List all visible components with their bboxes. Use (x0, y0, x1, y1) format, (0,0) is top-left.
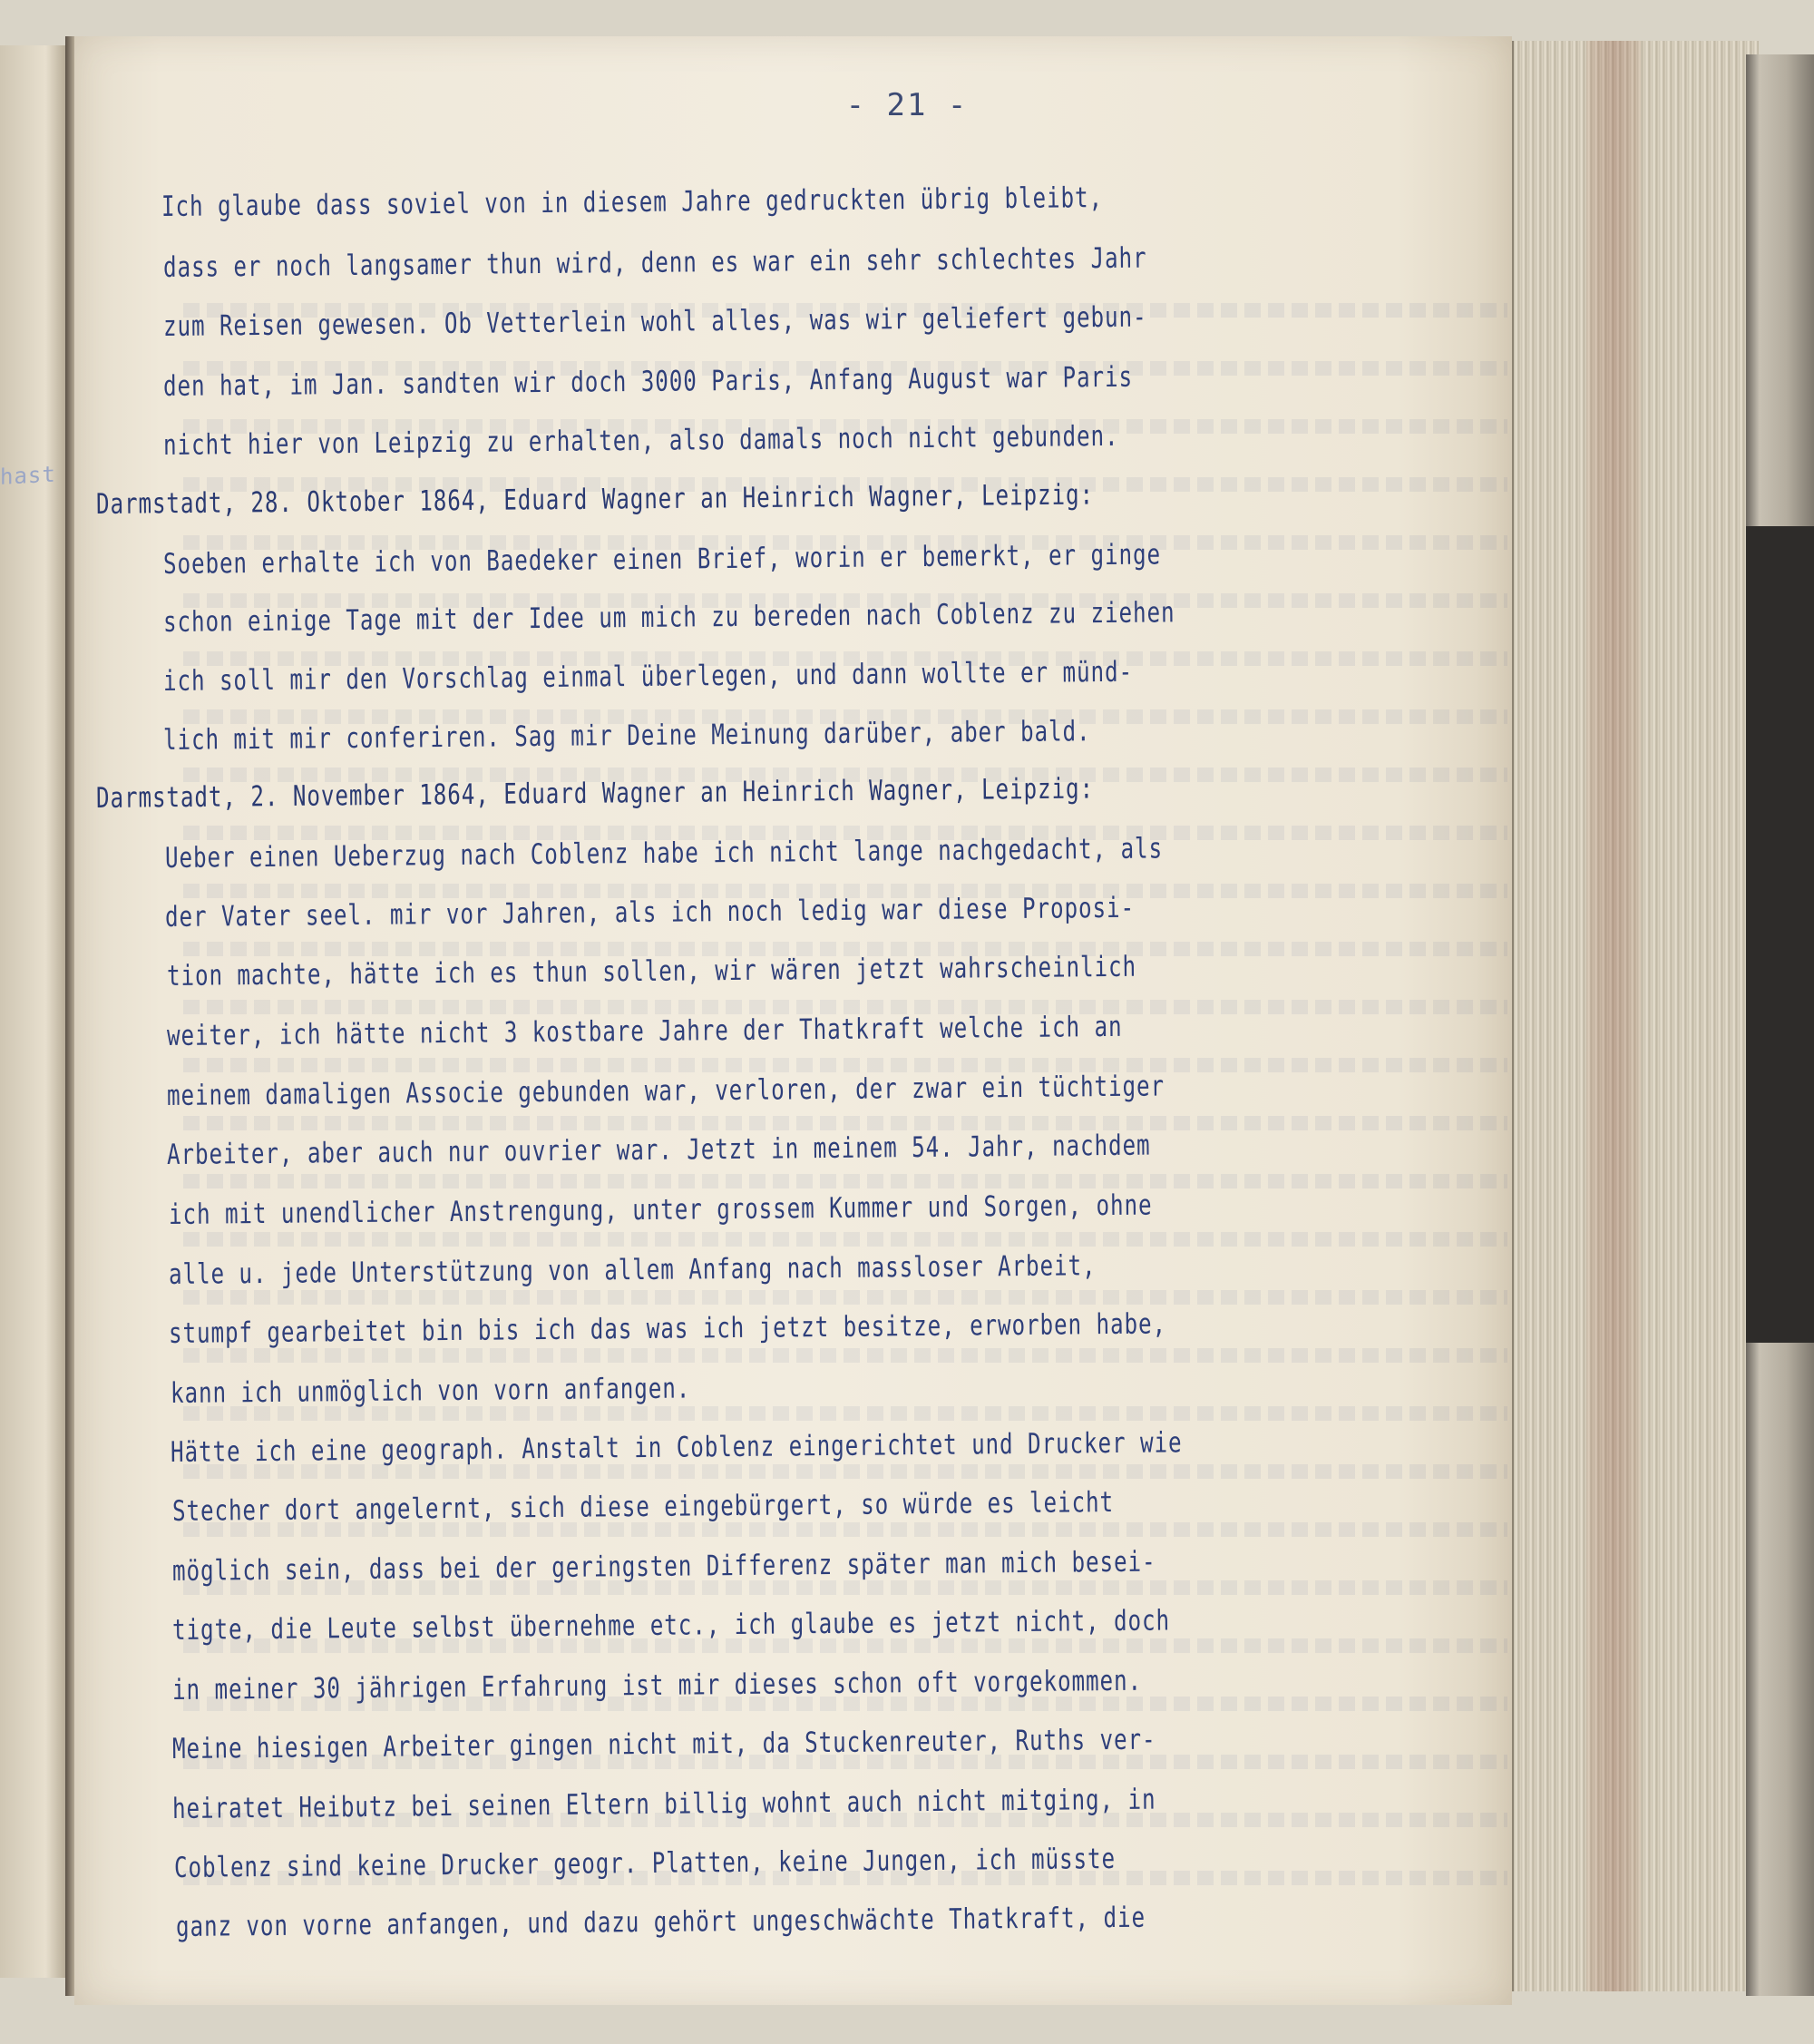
text-line: weiter, ich hätte nicht 3 kostbare Jahre der Thatkraft welche ich an (166, 1010, 1123, 1052)
text-line: Arbeiter, aber auch nur ouvrier war. Jetzt in meinem 54. Jahr, nachdem (166, 1129, 1151, 1171)
text-line: ganz von vorne anfangen, und dazu gehört ungeschwächte Thatkraft, die (175, 1901, 1146, 1943)
text-line: meinem damaligen Associe gebunden war, verloren, der zwar ein tüchtiger (166, 1070, 1165, 1112)
page-edge-stain (1586, 41, 1641, 1991)
text-line: schon einige Tage mit der Idee um mich zu bereden nach Coblenz zu ziehen (162, 596, 1175, 639)
book-gutter (65, 36, 74, 1996)
text-line: den hat, im Jan. sandten wir doch 3000 Paris, Anfang August war Paris (162, 360, 1134, 403)
text-line: lich mit mir conferiren. Sag mir Deine Meinung darüber, aber bald. (162, 715, 1091, 757)
text-line: dass er noch langsamer thun wird, denn es war ein sehr schlechtes Jahr (162, 241, 1147, 284)
text-line: möglich sein, dass bei der geringsten Differenz später man mich besei- (171, 1545, 1156, 1588)
cover-dark-band (1746, 526, 1814, 1343)
text-line: heiratet Heibutz bei seinen Eltern billig wohnt auch nicht mitging, in (171, 1783, 1156, 1825)
text-line: Ich glaube dass soviel von in diesem Jahre gedruckten übrig bleibt, (161, 181, 1104, 223)
text-line: ich soll mir den Vorschlag einmal überlegen, und dann wollte er münd- (162, 655, 1134, 698)
text-line: ich mit unendlicher Anstrengung, unter grossem Kummer und Sorgen, ohne (168, 1188, 1153, 1231)
text-line: nicht hier von Leipzig zu erhalten, also damals noch nicht gebunden. (162, 419, 1119, 462)
text-line: kann ich unmöglich von vorn anfangen. (170, 1372, 691, 1410)
book-cover (1746, 54, 1814, 1996)
text-line: stumpf gearbeitet bin bis ich das was ich jetzt besitze, erworben habe, (168, 1307, 1167, 1350)
text-line: Soeben erhalte ich von Baedeker einen Brief, worin er bemerkt, er ginge (162, 538, 1162, 581)
letter-heading: Darmstadt, 2. November 1864, Eduard Wagner an Heinrich Wagner, Leipzig: (95, 772, 1095, 815)
text-line: Stecher dort angelernt, sich diese eingebürgert, so würde es leicht (171, 1486, 1115, 1528)
left-page (0, 45, 68, 1978)
text-line: tigte, die Leute selbst übernehme etc., ich glaube es jetzt nicht, doch (171, 1604, 1171, 1647)
text-line: der Vater seel. mir vor Jahren, als ich noch ledig war diese Proposi- (164, 891, 1136, 934)
text-line: tion machte, hätte ich es thun sollen, wir wären jetzt wahrscheinlich (166, 950, 1137, 993)
letter-heading: Darmstadt, 28. Oktober 1864, Eduard Wagner an Heinrich Wagner, Leipzig: (95, 478, 1095, 521)
page-number: - 21 - (845, 87, 969, 123)
text-line: Hätte ich eine geograph. Anstalt in Coblenz eingerichtet und Drucker wie (170, 1426, 1183, 1469)
text-line: zum Reisen gewesen. Ob Vetterlein wohl alles, was wir geliefert gebun- (162, 300, 1147, 343)
text-line: Ueber einen Ueberzug nach Coblenz habe ich nicht lange nachgedacht, als (164, 832, 1164, 875)
page-stack-edges (1512, 41, 1759, 1991)
text-line: alle u. jede Unterstützung von allem Anfang nach massloser Arbeit, (168, 1249, 1097, 1291)
text-line: Coblenz sind keine Drucker geogr. Platten, keine Jungen, ich müsste (173, 1843, 1117, 1884)
left-page-fragment: hast (0, 461, 56, 490)
text-line: Meine hiesigen Arbeiter gingen nicht mit, da Stuckenreuter, Ruths ver- (171, 1723, 1156, 1765)
text-line: in meiner 30 jährigen Erfahrung ist mir dieses schon oft vorgekommen. (171, 1664, 1143, 1707)
